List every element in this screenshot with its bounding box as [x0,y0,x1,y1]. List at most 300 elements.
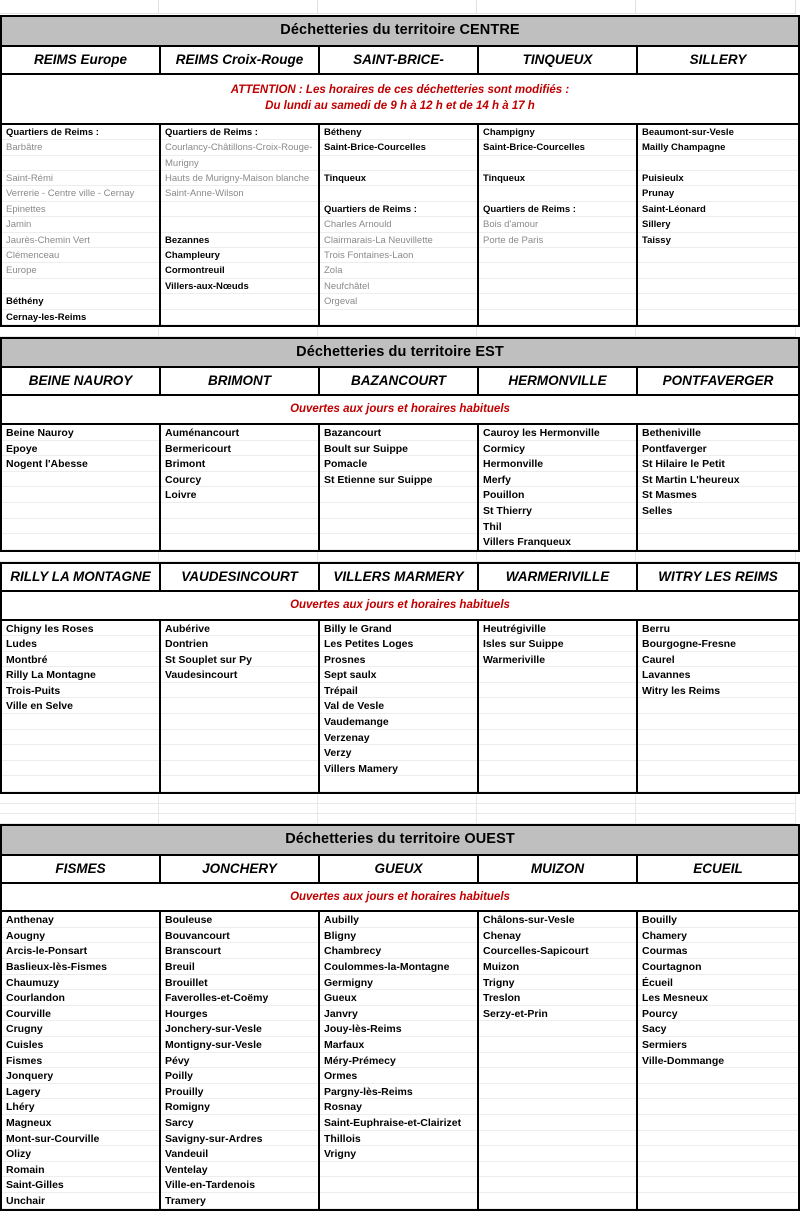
grid-cell [477,804,636,814]
commune-line: Dontrien [161,636,318,652]
communes-column-pontfaverger [638,425,798,550]
commune-line: Pomacle [320,456,477,472]
empty-line [2,730,159,746]
commune-line: Jamin [2,217,159,232]
grid-cell [636,804,796,814]
empty-line [638,1193,798,1209]
commune-line: Germigny [320,975,477,991]
commune-line: Courlandon [2,990,159,1006]
grid-cell [636,327,796,337]
commune-line: Chenay [479,928,636,944]
commune-line: Pargny-lès-Reims [320,1084,477,1100]
empty-line [479,263,636,278]
commune-line: Tramery [161,1193,318,1209]
commune-line: Crugny [2,1021,159,1037]
commune-line: Jaurès-Chemin Vert [2,233,159,248]
empty-line [638,156,798,171]
commune-line: Verzy [320,745,477,761]
commune-line: Janvry [320,1006,477,1022]
column-header-muizon[interactable]: MUIZON [479,856,638,882]
commune-line: Aubilly [320,912,477,928]
commune-line: Trépail [320,683,477,699]
commune-line: Écueil [638,975,798,991]
commune-line: Chigny les Roses [2,621,159,637]
commune-line: Romain [2,1162,159,1178]
communes-row [2,912,798,1208]
notice-line: Ouvertes aux jours et horaires habituels [290,403,510,416]
opening-hours-notice [2,592,798,621]
commune-line: Witry les Reims [638,683,798,699]
communes-row [2,125,798,325]
commune-line: St Martin L'heureux [638,472,798,488]
commune-line: Lavannes [638,667,798,683]
territory-block-est2 [0,562,800,794]
commune-line: Bezannes [161,233,318,248]
notice-line: ATTENTION : Les horaires de ces déchetteries sont modifiés : [230,83,570,96]
commune-line: Ormes [320,1068,477,1084]
grid-cell [159,804,318,814]
communes-row [2,621,798,793]
empty-line [638,1068,798,1084]
grid-cell [477,814,636,824]
empty-line [479,1162,636,1178]
column-header-row [2,564,798,592]
empty-line [479,294,636,309]
empty-line [479,186,636,201]
empty-line [2,519,159,535]
commune-line: Epinettes [2,202,159,217]
column-header-witry-les-reims[interactable]: WITRY LES REIMS [658,568,778,584]
commune-line: Champleury [161,248,318,263]
commune-line: Bouilly [638,912,798,928]
communes-column-tinqueux [479,125,638,325]
commune-line: Vaudemange [320,714,477,730]
empty-line [2,279,159,294]
empty-line [320,503,477,519]
commune-line: Epoye [2,441,159,457]
commune-line: Saint-Gilles [2,1177,159,1193]
communes-column-gueux [320,912,479,1208]
empty-line [161,745,318,761]
grid-cell [0,327,159,337]
empty-line [161,217,318,232]
communes-column-reims-croix-rouge [161,125,320,325]
commune-line: Nogent l'Abesse [2,456,159,472]
commune-line: Verzenay [320,730,477,746]
empty-line [479,1115,636,1131]
empty-line [2,487,159,503]
commune-line: Brimont [161,456,318,472]
commune-line: Trigny [479,975,636,991]
empty-line [2,156,159,171]
commune-line: Montigny-sur-Vesle [161,1037,318,1053]
commune-line: Saint-Brice-Courcelles [479,140,636,155]
commune-line: Vaudesincourt [161,667,318,683]
commune-line: Pévy [161,1053,318,1069]
communes-column-hermonville [479,425,638,550]
column-header-bazancourt[interactable]: BAZANCOURT [320,368,479,394]
empty-line [638,310,798,325]
commune-line: Trois Fontaines-Laon [320,248,477,263]
commune-line: Pontfaverger [638,441,798,457]
column-header-saint-brice[interactable]: SAINT-BRICE- [320,47,479,73]
opening-hours-notice [2,75,798,125]
commune-line: Les Petites Loges [320,636,477,652]
empty-line [161,776,318,792]
commune-line: Aougny [2,928,159,944]
column-header-vaudesincourt[interactable]: VAUDESINCOURT [161,564,320,590]
grid-cell [0,804,159,814]
commune-line: Neufchâtel [320,279,477,294]
commune-line: Clairmarais-La Neuvillette [320,233,477,248]
grid-cell [318,327,477,337]
commune-line: Tinqueux [320,171,477,186]
empty-line [479,761,636,777]
empty-line [638,1131,798,1147]
blocks-container [0,15,800,1211]
territory-block-ouest [0,824,800,1210]
communes-column-reims-europe [2,125,161,325]
empty-line [479,1177,636,1193]
commune-line: Bermericourt [161,441,318,457]
commune-line: Sermiers [638,1037,798,1053]
commune-line: Savigny-sur-Ardres [161,1131,318,1147]
commune-line: Europe [2,263,159,278]
commune-line: Taissy [638,233,798,248]
empty-line [479,1037,636,1053]
commune-line: Les Mesneux [638,990,798,1006]
commune-line: Chamery [638,928,798,944]
commune-line: Unchair [2,1193,159,1209]
empty-line [638,1084,798,1100]
empty-line [479,776,636,792]
notice-line: Ouvertes aux jours et horaires habituels [290,890,510,903]
commune-line: Betheniville [638,425,798,441]
block-gap [0,552,800,562]
commune-line: Cuisles [2,1037,159,1053]
column-header-hermonville[interactable]: HERMONVILLE [479,368,638,394]
empty-line [161,519,318,535]
empty-line [161,294,318,309]
empty-line [638,698,798,714]
commune-line: Tinqueux [479,171,636,186]
commune-line: Pouillon [479,487,636,503]
empty-line [2,534,159,550]
commune-line: Prouilly [161,1084,318,1100]
commune-line: Selles [638,503,798,519]
territory-block-est [0,337,800,552]
commune-line: Clémenceau [2,248,159,263]
commune-line: Bétheny [320,125,477,140]
grid-cell [159,552,318,562]
commune-line: Cormicy [479,441,636,457]
grid-cell [477,327,636,337]
commune-line: Val de Vesle [320,698,477,714]
commune-line: Anthenay [2,912,159,928]
commune-line: Rilly La Montagne [2,667,159,683]
commune-line: Villers Mamery [320,761,477,777]
column-header-jonchery[interactable]: JONCHERY [161,856,320,882]
grid-cell [636,794,796,804]
commune-line: St Hilaire le Petit [638,456,798,472]
block-title: Déchetteries du territoire CENTRE [2,17,798,47]
communes-column-fismes [2,912,161,1208]
grid-cell [159,0,318,14]
commune-line: Jonchery-sur-Vesle [161,1021,318,1037]
commune-line: Arcis-le-Ponsart [2,943,159,959]
empty-line [479,683,636,699]
block-gap [0,804,800,814]
commune-line: Montbré [2,652,159,668]
column-header-pontfaverger[interactable]: PONTFAVERGER [662,373,774,389]
commune-line: Bligny [320,928,477,944]
grid-cell [477,0,636,14]
column-header-brimont[interactable]: BRIMONT [161,368,320,394]
commune-line: Mailly Champagne [638,140,798,155]
empty-line [479,279,636,294]
commune-line: Bourgogne-Fresne [638,636,798,652]
empty-line [479,1068,636,1084]
empty-line [320,519,477,535]
commune-line: Fismes [2,1053,159,1069]
empty-line [2,714,159,730]
empty-line [320,487,477,503]
commune-line: Cormontreuil [161,263,318,278]
commune-line: Berru [638,621,798,637]
communes-column-beine-nauroy [2,425,161,550]
commune-line: Ludes [2,636,159,652]
commune-line: Heutrégiville [479,621,636,637]
commune-line: Prosnes [320,652,477,668]
commune-line: Brouillet [161,975,318,991]
commune-line: Romigny [161,1099,318,1115]
opening-hours-notice [2,884,798,913]
column-header-tinqueux[interactable]: TINQUEUX [479,47,638,73]
commune-line: Lagery [2,1084,159,1100]
communes-column-rilly-la-montagne [2,621,161,793]
commune-line: Courville [2,1006,159,1022]
empty-line [479,248,636,263]
empty-line [320,1193,477,1209]
empty-line [479,1084,636,1100]
empty-line [479,667,636,683]
empty-line [479,698,636,714]
communes-column-sillery [638,125,798,325]
commune-line: Cauroy les Hermonville [479,425,636,441]
empty-line [479,1021,636,1037]
block-title: Déchetteries du territoire OUEST [2,826,798,856]
empty-line [638,776,798,792]
commune-line: Courcy [161,472,318,488]
commune-line: Villers Franqueux [479,534,636,550]
empty-line [638,294,798,309]
empty-line [479,156,636,171]
commune-line: Courtagnon [638,959,798,975]
commune-line: Orgeval [320,294,477,309]
empty-line [479,714,636,730]
grid-cell [159,327,318,337]
commune-line: Pourcy [638,1006,798,1022]
commune-line: Ville en Selve [2,698,159,714]
empty-line [2,776,159,792]
grid-cell [318,804,477,814]
commune-line: Gueux [320,990,477,1006]
column-header-ecueil[interactable]: ECUEIL [693,860,743,876]
commune-line: St Masmes [638,487,798,503]
empty-line [161,534,318,550]
commune-line: Trois-Puits [2,683,159,699]
commune-line: Zola [320,263,477,278]
grid-cell [0,0,159,14]
empty-line [638,263,798,278]
block-gap [0,814,800,824]
communes-column-bazancourt [320,425,479,550]
communes-column-ecueil [638,912,798,1208]
commune-line: Marfaux [320,1037,477,1053]
grid-cell [477,794,636,804]
commune-line: Olizy [2,1146,159,1162]
column-header-warmeriville[interactable]: WARMERIVILLE [479,564,638,590]
grid-cell [0,814,159,824]
empty-line [479,1053,636,1069]
commune-line: Sept saulx [320,667,477,683]
empty-line [638,1177,798,1193]
empty-line [479,745,636,761]
commune-line: Ville-en-Tardenois [161,1177,318,1193]
column-header-villers-marmery[interactable]: VILLERS MARMERY [320,564,479,590]
commune-line: Charles Arnould [320,217,477,232]
notice-line: Ouvertes aux jours et horaires habituels [290,598,510,611]
opening-hours-notice [2,396,798,425]
empty-line [161,761,318,777]
grid-cell [318,794,477,804]
commune-line: Caurel [638,652,798,668]
column-header-row [2,47,798,75]
empty-line [161,202,318,217]
commune-line: Courmas [638,943,798,959]
commune-line: Jonquery [2,1068,159,1084]
empty-line [2,472,159,488]
empty-line [320,310,477,325]
commune-line: Prunay [638,186,798,201]
commune-line: Béthény [2,294,159,309]
commune-line: Saint-Euphraise-et-Clairizet [320,1115,477,1131]
empty-line [638,519,798,535]
commune-line: St Thierry [479,503,636,519]
column-header-reims-europe[interactable]: REIMS Europe [2,47,161,73]
communes-column-saint-brice [320,125,479,325]
commune-line: Ventelay [161,1162,318,1178]
empty-line [161,310,318,325]
commune-line: Poilly [161,1068,318,1084]
commune-line: Cernay-les-Reims [2,310,159,325]
commune-line: Baslieux-lès-Fismes [2,959,159,975]
commune-line: Hourges [161,1006,318,1022]
commune-line: Quartiers de Reims : [161,125,318,140]
grid-cell [159,814,318,824]
grid-cell [318,552,477,562]
column-header-row [2,856,798,884]
communes-column-witry-les-reims [638,621,798,793]
commune-line: Saint-Brice-Courcelles [320,140,477,155]
column-header-rilly-la-montagne[interactable]: RILLY LA MONTAGNE [2,564,161,590]
empty-line [2,745,159,761]
empty-line [638,761,798,777]
empty-line [320,1177,477,1193]
commune-line: Merfy [479,472,636,488]
empty-line [320,776,477,792]
column-header-row [2,368,798,396]
block-gap [0,794,800,804]
empty-line [479,310,636,325]
column-header-reims-croix-rouge[interactable]: REIMS Croix-Rouge [161,47,320,73]
empty-line [638,248,798,263]
commune-line: Verrerie - Centre ville - Cernay [2,186,159,201]
commune-line: Coulommes-la-Montagne [320,959,477,975]
grid-cell [636,552,796,562]
top-gridline-strip [0,0,800,15]
commune-line: Magneux [2,1115,159,1131]
commune-line: Aubérive [161,621,318,637]
grid-cell [0,552,159,562]
commune-line: Porte de Paris [479,233,636,248]
grid-cell [159,794,318,804]
communes-row [2,425,798,550]
commune-line: Jouy-lès-Reims [320,1021,477,1037]
column-header-gueux[interactable]: GUEUX [320,856,479,882]
commune-line: Quartiers de Reims : [479,202,636,217]
commune-line: St Etienne sur Suippe [320,472,477,488]
commune-line: Auménancourt [161,425,318,441]
commune-line: Loivre [161,487,318,503]
column-header-beine-nauroy[interactable]: BEINE NAUROY [2,368,161,394]
column-header-sillery[interactable]: SILLERY [689,51,747,67]
column-header-fismes[interactable]: FISMES [2,856,161,882]
empty-line [320,1162,477,1178]
empty-line [638,1099,798,1115]
commune-line: Murigny [161,156,318,171]
commune-line: Isles sur Suippe [479,636,636,652]
block-gap [0,327,800,337]
commune-line: Hauts de Murigny-Maison blanche [161,171,318,186]
commune-line: Saint-Anne-Wilson [161,186,318,201]
grid-cell [636,814,796,824]
commune-line: Vrigny [320,1146,477,1162]
commune-line: Bouleuse [161,912,318,928]
communes-column-vaudesincourt [161,621,320,793]
commune-line: Faverolles-et-Coëmy [161,990,318,1006]
empty-line [320,186,477,201]
grid-cell [318,814,477,824]
commune-line: Mont-sur-Courville [2,1131,159,1147]
communes-column-jonchery [161,912,320,1208]
commune-line: Rosnay [320,1099,477,1115]
block-title: Déchetteries du territoire EST [2,339,798,369]
empty-line [479,1193,636,1209]
grid-cell [477,552,636,562]
empty-line [479,730,636,746]
empty-line [161,698,318,714]
commune-line: Sacy [638,1021,798,1037]
commune-line: Méry-Prémecy [320,1053,477,1069]
commune-line: Vandeuil [161,1146,318,1162]
commune-line: Sarcy [161,1115,318,1131]
commune-line: Quartiers de Reims : [2,125,159,140]
commune-line: Bazancourt [320,425,477,441]
empty-line [2,503,159,519]
commune-line: Villers-aux-Nœuds [161,279,318,294]
commune-line: Courlancy-Châtillons-Croix-Rouge- [161,140,318,155]
